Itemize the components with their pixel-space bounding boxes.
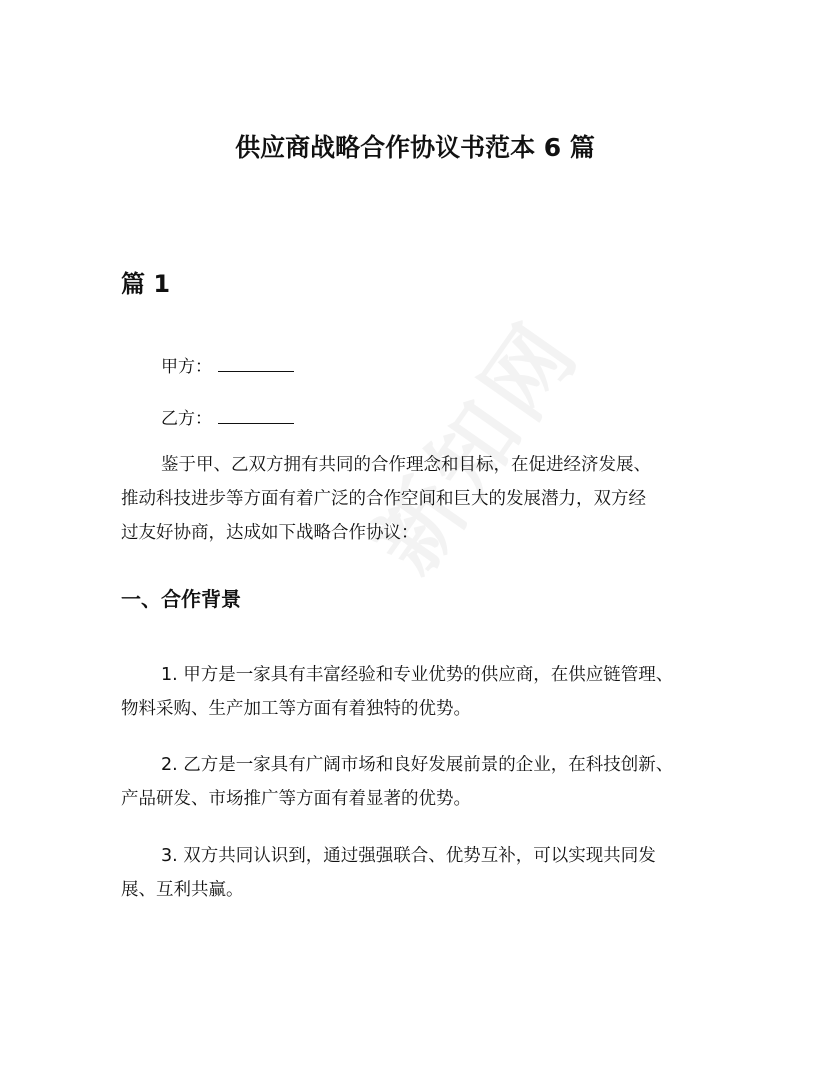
list-item-line: 1. 甲方是一家具有丰富经验和专业优势的供应商，在供应链管理、 [161, 665, 674, 685]
section-heading: 篇 1 [121, 270, 171, 298]
party-b-field [161, 404, 294, 429]
intro-line: 过友好协商，达成如下战略合作协议： [121, 523, 419, 543]
list-item-line: 2. 乙方是一家具有广阔市场和良好发展前景的企业，在科技创新、 [161, 755, 674, 775]
intro-line: 推动科技进步等方面有着广泛的合作空间和巨大的发展潜力，双方经 [121, 489, 646, 509]
list-item-line: 物料采购、生产加工等方面有着独特的优势。 [121, 699, 471, 719]
party-b-blank [218, 407, 294, 424]
document-title: 供应商战略合作协议书范本 6 篇 [235, 133, 595, 162]
party-a-blank [218, 355, 294, 372]
list-item [121, 839, 656, 907]
list-item-line: 3. 双方共同认识到，通过强强联合、优势互补，可以实现共同发 [161, 846, 656, 866]
list-item [121, 658, 673, 726]
subsection-heading: 一、合作背景 [121, 587, 241, 611]
list-item-line: 展、互利共赢。 [121, 880, 244, 900]
intro-paragraph [121, 448, 651, 550]
party-a-label: 甲方： [161, 357, 212, 377]
party-a-field [161, 352, 294, 377]
party-b-label: 乙方： [161, 409, 212, 429]
intro-line: 鉴于甲、乙双方拥有共同的合作理念和目标，在促进经济发展、 [161, 455, 651, 475]
list-item [121, 748, 673, 816]
list-item-line: 产品研发、市场推广等方面有着显著的优势。 [121, 789, 471, 809]
